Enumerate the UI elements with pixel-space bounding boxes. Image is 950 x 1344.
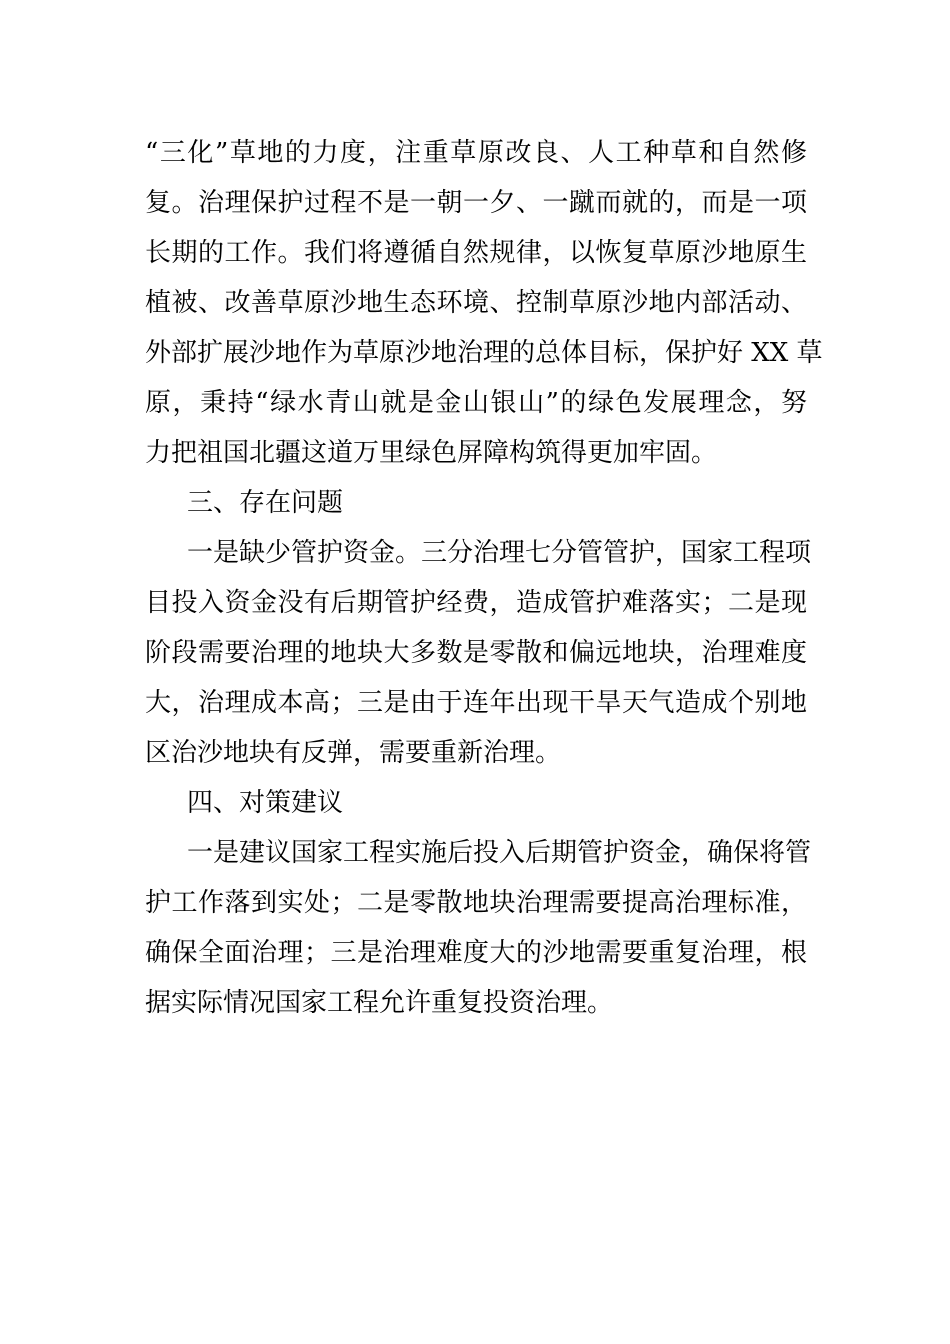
- text-line: 阶段需要治理的地块大多数是零散和偏远地块，治理难度: [145, 638, 807, 668]
- document-page: [145, 128, 823, 1028]
- text-line: “三化”草地的力度，注重草原改良、人工种草和自然修: [145, 138, 807, 168]
- text-line: 区治沙地块有反弹，需要重新治理。: [145, 738, 562, 768]
- text-line: 护工作落到实处；二是零散地块治理需要提高治理标准，: [145, 888, 807, 918]
- text-line: 一是缺少管护资金。三分治理七分管管护，国家工程项: [187, 538, 812, 568]
- text-line: 力把祖国北疆这道万里绿色屏障构筑得更加牢固。: [145, 438, 718, 468]
- paragraph-problems: [145, 528, 812, 778]
- text-line: 一是建议国家工程实施后投入后期管护资金，确保将管: [187, 838, 812, 868]
- paragraph-suggestions: [145, 828, 812, 1028]
- text-line: 大，治理成本高；三是由于连年出现干旱天气造成个别地: [145, 688, 807, 718]
- text-line: 确保全面治理；三是治理难度大的沙地需要重复治理，根: [145, 938, 807, 968]
- text-line: 目投入资金没有后期管护经费，造成管护难落实；二是现: [145, 588, 807, 618]
- text-line: 长期的工作。我们将遵循自然规律，以恢复草原沙地原生: [145, 238, 807, 268]
- text-line: 据实际情况国家工程允许重复投资治理。: [145, 988, 614, 1018]
- text-line: 复。治理保护过程不是一朝一夕、一蹴而就的，而是一项: [145, 188, 807, 218]
- text-line: 植被、改善草原沙地生态环境、控制草原沙地内部活动、: [145, 288, 807, 318]
- section-heading-suggestions: 四、对策建议: [187, 788, 344, 818]
- text-line: 原，秉持“绿水青山就是金山银山”的绿色发展理念，努: [145, 388, 807, 418]
- paragraph-continuation: [145, 128, 823, 478]
- text-line: 外部扩展沙地作为草原沙地治理的总体目标，保护好 XX 草: [145, 338, 823, 368]
- section-heading-problems: 三、存在问题: [187, 488, 344, 518]
